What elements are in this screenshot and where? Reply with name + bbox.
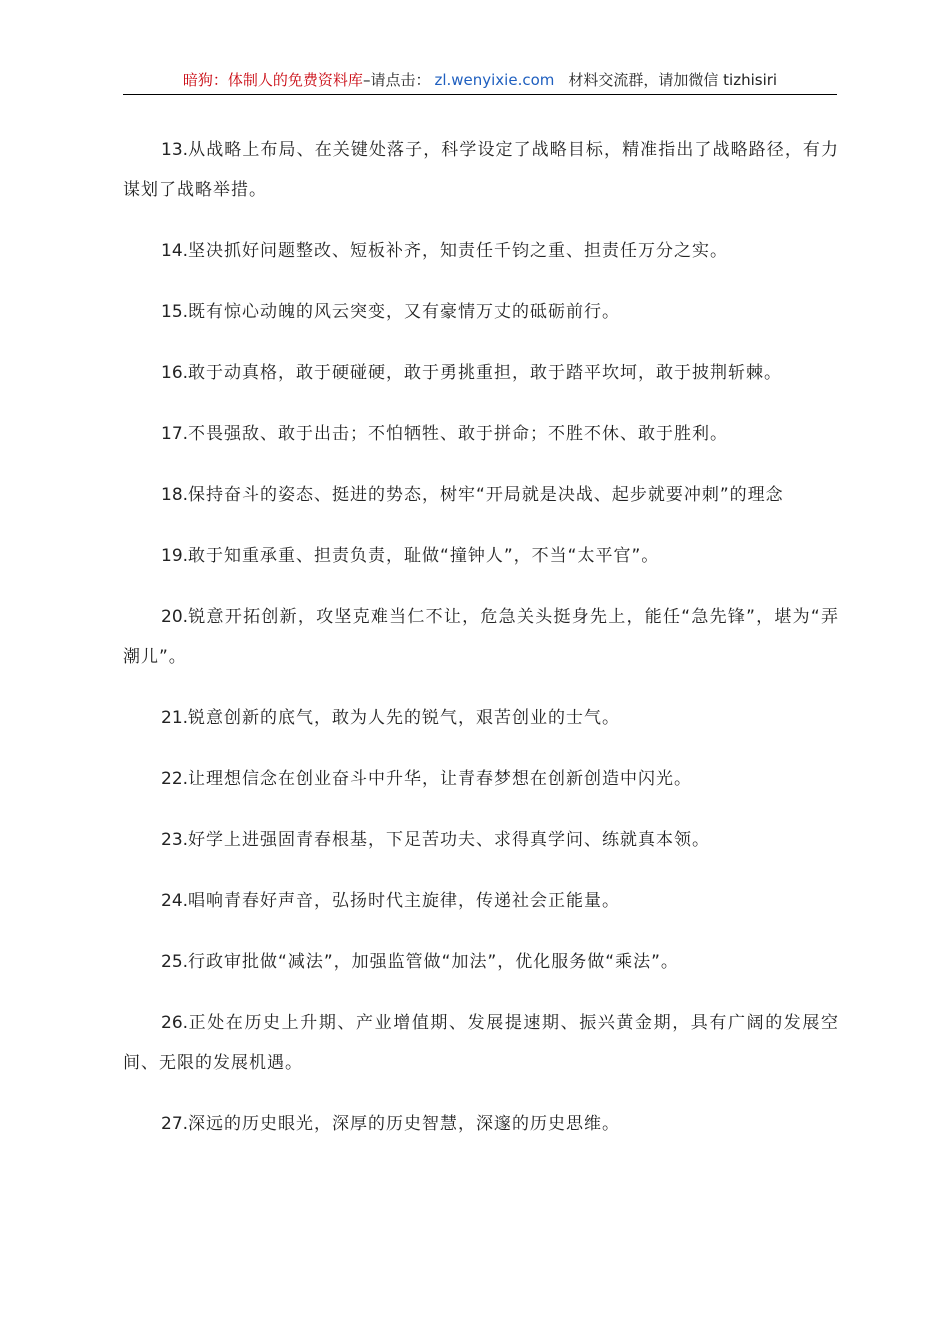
document-body [123,130,839,1165]
list-item [123,820,839,860]
list-item [123,597,839,677]
item-number: 26. [161,1013,189,1033]
item-number: 18. [161,485,189,505]
item-text: 深远的历史眼光，深厚的历史智慧，深邃的历史思维。 [188,1114,621,1134]
item-number: 25. [161,952,189,972]
page-header [123,68,837,95]
list-item [123,698,839,738]
item-text: 坚决抓好问题整改、短板补齐，知责任千钧之重、担责任万分之实。 [188,241,729,261]
list-item [123,353,839,393]
item-number: 15. [161,302,189,322]
item-text: 唱响青春好声音，弘扬时代主旋律，传递社会正能量。 [188,891,621,911]
item-text: 正处在历史上升期、产业增值期、发展提速期、振兴黄金期，具有广阔的发展空间、无限的发展机遇。 [123,1013,839,1073]
item-text: 行政审批做“减法”，加强监管做“加法”，优化服务做“乘法”。 [188,952,679,972]
item-text: 好学上进强固青春根基，下足苦功夫、求得真学问、练就真本领。 [188,830,711,850]
item-number: 22. [161,769,189,789]
item-number: 14. [161,241,189,261]
list-item [123,414,839,454]
item-number: 13. [161,140,189,160]
item-text: 敢于知重承重、担责负责，耻做“撞钟人”，不当“太平官”。 [188,546,660,566]
item-text: 从战略上布局、在关键处落子，科学设定了战略目标，精准指出了战略路径，有力谋划了战略举措。 [123,140,839,200]
header-wechat-note: 材料交流群，请加微信 tizhisiri [568,71,778,89]
item-text: 保持奋斗的姿态、挺进的势态，树牢“开局就是决战、起步就要冲刺”的理念 [188,485,784,505]
list-item [123,1104,839,1144]
item-number: 21. [161,708,189,728]
item-text: 锐意开拓创新，攻坚克难当仁不让，危急关头挺身先上，能任“急先锋”，堪为“弄潮儿”。 [123,607,839,667]
item-text: 锐意创新的底气，敢为人先的锐气，艰苦创业的士气。 [188,708,621,728]
list-item [123,475,839,515]
item-text: 让理想信念在创业奋斗中升华，让青春梦想在创新创造中闪光。 [188,769,693,789]
item-number: 20. [161,607,189,627]
list-item [123,231,839,271]
item-number: 17. [161,424,189,444]
list-item [123,130,839,210]
item-number: 24. [161,891,189,911]
item-number: 19. [161,546,189,566]
item-number: 27. [161,1114,189,1134]
header-prompt: –请点击： [362,71,431,89]
list-item [123,292,839,332]
item-text: 不畏强敌、敢于出击；不怕牺牲、敢于拼命；不胜不休、敢于胜利。 [188,424,729,444]
list-item [123,759,839,799]
list-item [123,1003,839,1083]
list-item [123,881,839,921]
header-site-link[interactable]: zl.wenyixie.com [434,71,555,89]
item-number: 23. [161,830,189,850]
item-text: 既有惊心动魄的风云突变，又有豪情万丈的砥砺前行。 [188,302,621,322]
item-number: 16. [161,363,189,383]
item-text: 敢于动真格，敢于硬碰硬，敢于勇挑重担，敢于踏平坎坷，敢于披荆斩棘。 [188,363,783,383]
list-item [123,536,839,576]
header-brand: 暗狗：体制人的免费资料库 [182,71,363,89]
list-item [123,942,839,982]
